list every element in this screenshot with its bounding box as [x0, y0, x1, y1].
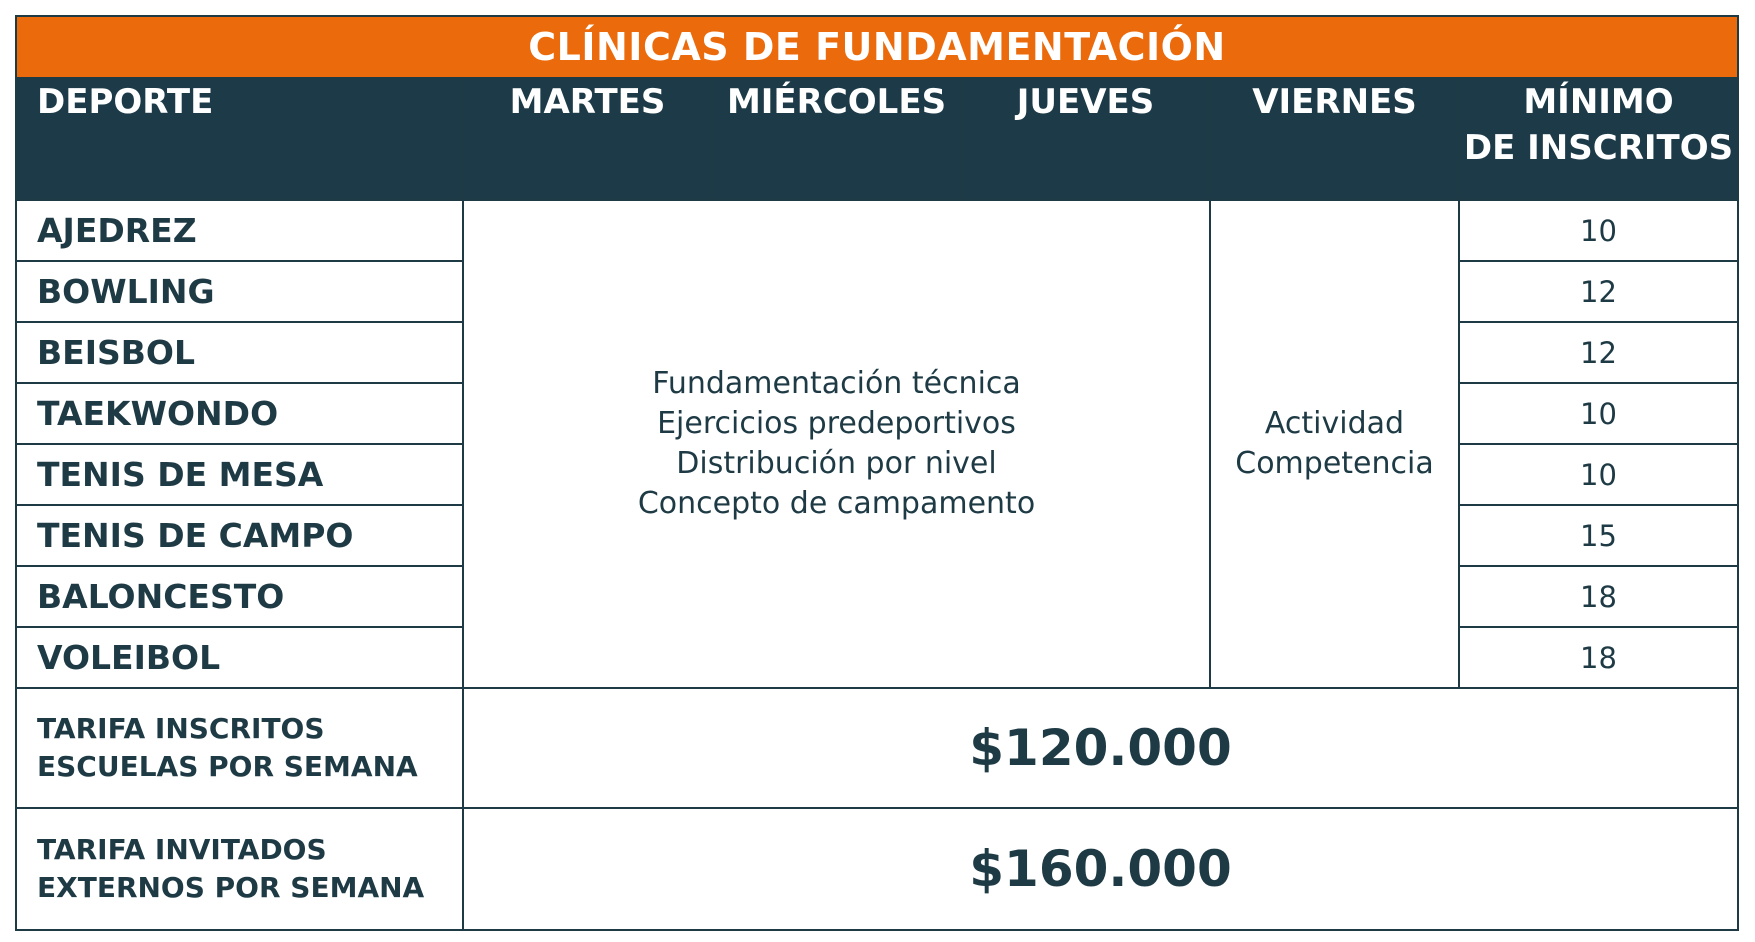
- header-sport: DEPORTE: [16, 78, 463, 200]
- table-row: [16, 200, 1738, 261]
- header-tuesday: MARTES: [463, 78, 712, 200]
- header-row: [16, 78, 1738, 200]
- minimum-value: 10: [1459, 444, 1738, 505]
- header-wednesday: MIÉRCOLES: [712, 78, 961, 200]
- fee-row-guests: [16, 808, 1738, 930]
- weekday-activity: Ejercicios predeportivos: [657, 406, 1016, 441]
- fee-label-guests: [16, 808, 463, 930]
- sport-name: TENIS DE CAMPO: [16, 505, 463, 566]
- friday-activity: Competencia: [1235, 446, 1434, 481]
- sport-name: TENIS DE MESA: [16, 444, 463, 505]
- fee-row-schools: [16, 688, 1738, 808]
- weekday-activity: Concepto de campamento: [637, 486, 1036, 521]
- minimum-value: 18: [1459, 627, 1738, 688]
- sport-name: BEISBOL: [16, 322, 463, 383]
- minimum-value: 12: [1459, 261, 1738, 322]
- header-minimum-line2: DE INSCRITOS: [1463, 128, 1734, 168]
- header-minimum-line1: MÍNIMO: [1523, 82, 1674, 122]
- header-minimum: [1459, 78, 1738, 200]
- sport-name: BALONCESTO: [16, 566, 463, 627]
- fee-label-schools: [16, 688, 463, 808]
- header-thursday: JUEVES: [961, 78, 1210, 200]
- clinics-table: [15, 15, 1739, 931]
- fee-label-line: EXTERNOS POR SEMANA: [37, 871, 425, 904]
- fee-label-line: ESCUELAS POR SEMANA: [37, 750, 418, 783]
- title-row: [16, 16, 1738, 78]
- sport-name: TAEKWONDO: [16, 383, 463, 444]
- friday-activities: [1210, 200, 1459, 688]
- sport-name: VOLEIBOL: [16, 627, 463, 688]
- header-friday: VIERNES: [1210, 78, 1459, 200]
- fee-value-guests: $160.000: [463, 808, 1738, 930]
- weekday-activity: Distribución por nivel: [676, 446, 997, 481]
- schedule-sheet: [15, 15, 1737, 927]
- friday-activity: Actividad: [1264, 406, 1405, 441]
- minimum-value: 10: [1459, 200, 1738, 261]
- fee-value-schools: $120.000: [463, 688, 1738, 808]
- fee-label-line: TARIFA INSCRITOS: [37, 712, 325, 745]
- sport-name: BOWLING: [16, 261, 463, 322]
- minimum-value: 12: [1459, 322, 1738, 383]
- fee-label-line: TARIFA INVITADOS: [37, 833, 327, 866]
- minimum-value: 10: [1459, 383, 1738, 444]
- weekday-activities: [463, 200, 1210, 688]
- minimum-value: 18: [1459, 566, 1738, 627]
- minimum-value: 15: [1459, 505, 1738, 566]
- table-title: CLÍNICAS DE FUNDAMENTACIÓN: [16, 16, 1738, 78]
- weekday-activity: Fundamentación técnica: [652, 366, 1021, 401]
- sport-name: AJEDREZ: [16, 200, 463, 261]
